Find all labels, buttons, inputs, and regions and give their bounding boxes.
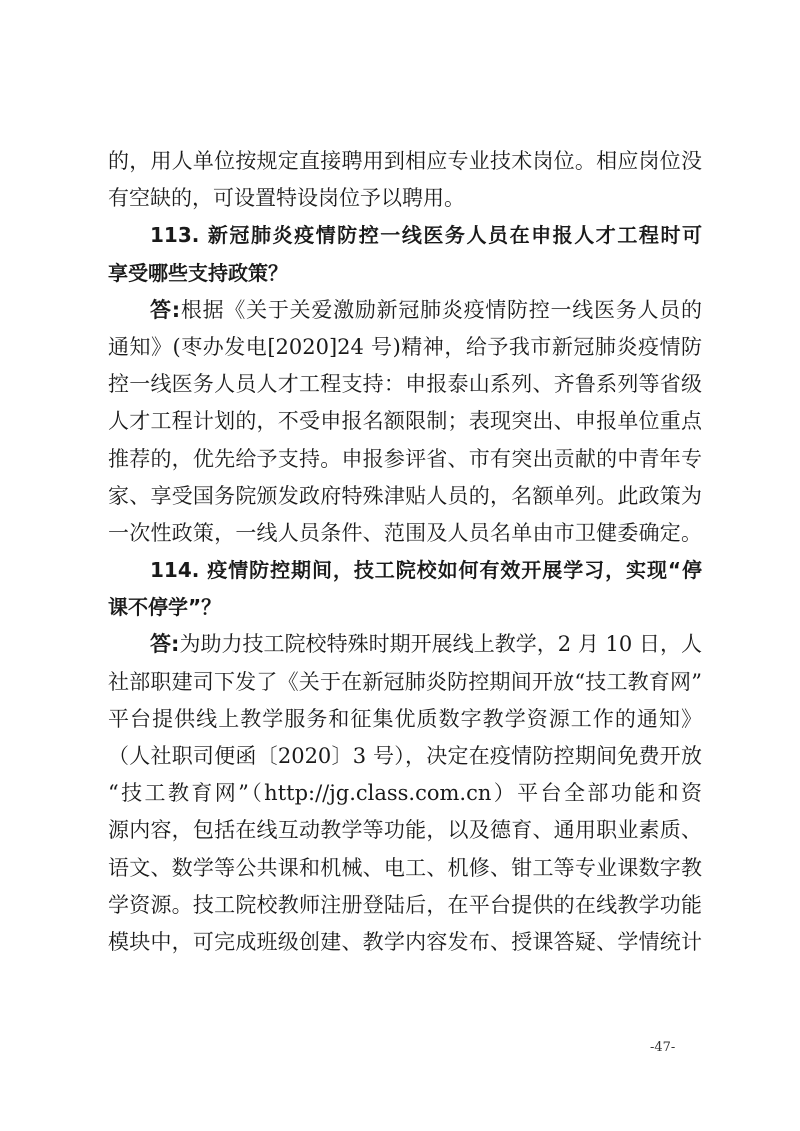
text-line: 模块中，可完成班级创建、教学内容发布、授课答疑、学情统计	[108, 929, 702, 954]
question-heading-line: 课不停学”？	[108, 595, 222, 620]
answer-text: 为助力技工院校特殊时期开展线上教学，2 月 10 日，人	[179, 632, 702, 657]
text-line: 的，用人单位按规定直接聘用到相应专业技术岗位。相应岗位没	[108, 149, 702, 173]
text-line: 一次性政策，一线人员条件、范围及人员名单由市卫健委确定。	[108, 520, 702, 545]
text-line: 人才工程计划的，不受申报名额限制；表现突出、申报单位重点	[108, 409, 702, 434]
text-line: 源内容，包括在线互动教学等功能，以及德育、通用职业素质、	[108, 818, 702, 843]
continuation-paragraph	[108, 143, 702, 217]
question-heading-line: 享受哪些支持政策？	[108, 260, 288, 285]
text-line: 平台提供线上教学服务和征集优质数字教学资源工作的通知》	[108, 706, 702, 731]
question-heading-line: 113. 新冠肺炎疫情防控一线医务人员在申报人才工程时可	[150, 223, 702, 248]
text-line: 控一线医务人员人才工程支持：申报泰山系列、齐鲁系列等省级	[108, 372, 702, 397]
answer-first-line	[108, 292, 702, 329]
text-line: 通知》(枣办发电[2020]24 号)精神，给予我市新冠肺炎疫情防	[108, 334, 702, 359]
answer-114	[108, 626, 702, 961]
page-number: -47-	[650, 1040, 676, 1055]
question-114	[108, 552, 702, 626]
question-heading-line: 114. 疫情防控期间，技工院校如何有效开展学习，实现“停	[150, 558, 702, 583]
text-line: 有空缺的，可设置特设岗位予以聘用。	[108, 186, 465, 211]
question-113	[108, 217, 702, 291]
answer-label: 答:	[150, 632, 180, 657]
text-line: 推荐的，优先给予支持。申报参评省、市有突出贡献的中青年专	[108, 446, 702, 471]
text-line: 学资源。技工院校教师注册登陆后，在平台提供的在线教学功能	[108, 892, 702, 917]
document-body	[108, 143, 702, 961]
answer-first-line	[108, 626, 702, 663]
text-line: “技工教育网”（http://jg.class.com.cn）平台全部功能和资	[108, 781, 702, 806]
text-line: 语文、数学等公共课和机械、电工、机修、钳工等专业课数字教	[108, 855, 702, 880]
text-line: 社部职建司下发了《关于在新冠肺炎防控期间开放“技工教育网”	[108, 669, 702, 694]
text-line: （人社职司便函〔2020〕3 号），决定在疫情防控期间免费开放	[108, 744, 702, 768]
answer-label: 答:	[150, 297, 181, 322]
text-line: 家、享受国务院颁发政府特殊津贴人员的，名额单列。此政策为	[108, 483, 702, 508]
answer-113	[108, 292, 702, 552]
answer-text: 根据《关于关爱激励新冠肺炎疫情防控一线医务人员的	[180, 297, 702, 322]
